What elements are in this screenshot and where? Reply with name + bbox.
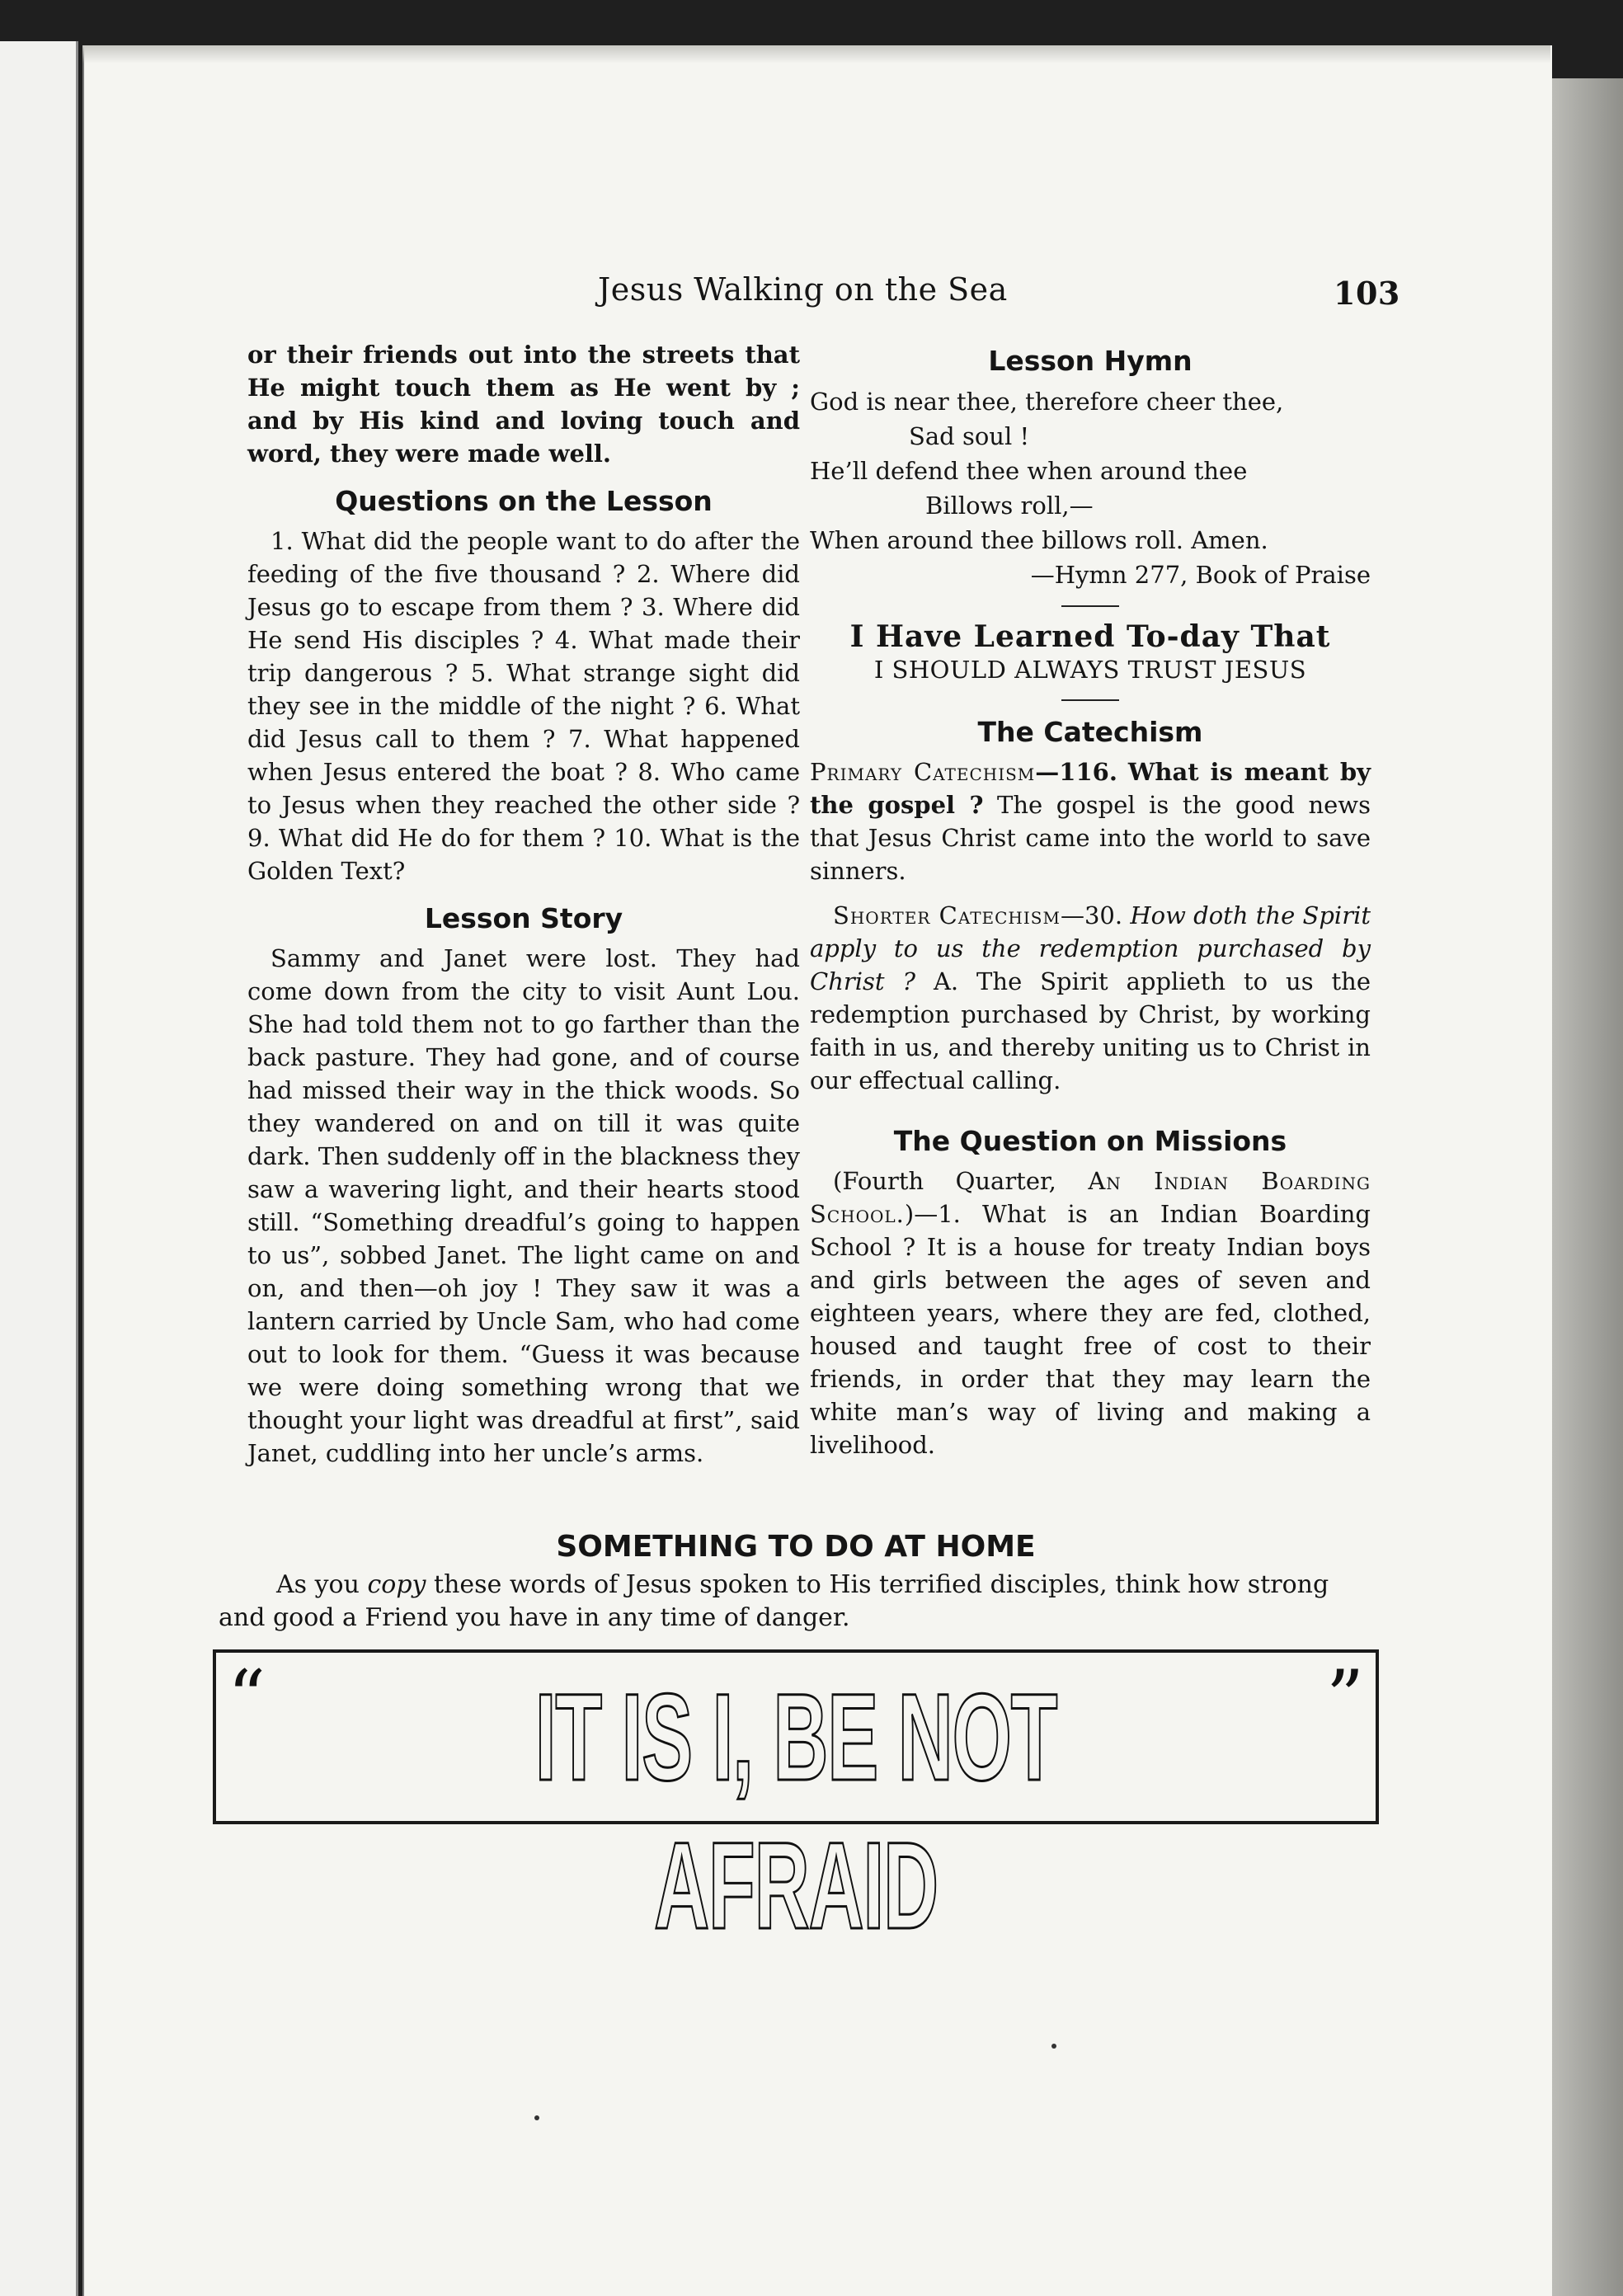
divider-rule xyxy=(1061,605,1119,607)
divider-rule xyxy=(1061,699,1119,701)
hymn-line: Billows roll,— xyxy=(925,492,1094,520)
intro-paragraph: or their friends out into the streets that He might touch them as He went by ; and by His kind and loving touch and word, they were made well. xyxy=(247,341,800,468)
primary-catechism-number: —116. xyxy=(1035,758,1117,786)
motto-text: IT IS I, BE NOT AFRAID xyxy=(534,1668,1057,1955)
hymn-line: He’ll defend thee when around thee xyxy=(810,457,1248,485)
left-page-edge xyxy=(0,41,78,2296)
home-text-emphasis: copy xyxy=(367,1570,426,1599)
hymn-line: Sad soul ! xyxy=(909,422,1030,450)
missions-heading: The Question on Missions xyxy=(893,1125,1287,1157)
hymn-verse xyxy=(810,384,1371,592)
shorter-catechism-label: Shorter Catechism xyxy=(833,901,1061,929)
primary-catechism-label: Primary Catechism xyxy=(810,758,1036,786)
shorter-catechism xyxy=(810,899,1371,1097)
questions-heading: Questions on the Lesson xyxy=(335,485,713,517)
hymn-line: When around thee billows roll. Amen. xyxy=(810,526,1268,554)
page-shadow xyxy=(82,45,1550,64)
right-column xyxy=(810,345,1371,1461)
shorter-catechism-number: —30. xyxy=(1060,901,1123,929)
story-paragraph: Sammy and Janet were lost. They had come down from the city to visit Aunt Lou. She had told them not to go farther than the back pasture. They had gone, and of course had missed their way in the thick woods. So they wandered on and on till it was quite dark. Then suddenly off in the blackness they saw a wavering light, and their hearts stood still. “Something dreadful’s going to happen to us”, sobbed Janet. The light came on and on, and then—oh joy ! They saw it was a lantern carried by Uncle Sam, who had come out to look for them. “Guess it was because we were doing something wrong that we thought your light was dreadful at first”, said Janet, cuddling into her uncle’s arms. xyxy=(247,944,800,1467)
hymn-line: God is near thee, therefore cheer thee, xyxy=(810,388,1284,416)
hymn-heading: Lesson Hymn xyxy=(988,345,1193,377)
missions-prefix: (Fourth Quarter, xyxy=(833,1167,1056,1195)
primary-catechism-answer: The gospel is the good news that Jesus Christ came into the world to save sinners. xyxy=(810,791,1371,885)
hymn-source: —Hymn 277, Book of Praise xyxy=(1030,561,1371,589)
home-text-start: As you xyxy=(276,1570,360,1599)
questions-paragraph: 1. What did the people want to do after the feeding of the five thousand ? 2. Where did Jesus go to escape from them ? 3. Where did He send His disciples ? 4. What made their trip dangerous ? 5. What strange sight did they see in the middle of the night ? 6. What did Jesus call to them ? 7. What happened when Jesus entered the boat ? 8. Who came to Jesus when they reached the other side ? 9. What did He do for them ? 10. What is the Golden Text? xyxy=(247,527,800,885)
ink-speck xyxy=(534,2115,539,2120)
page-number: 103 xyxy=(1334,275,1400,312)
left-column xyxy=(247,338,800,1470)
catechism-heading: The Catechism xyxy=(977,716,1203,748)
running-header xyxy=(598,268,1400,318)
learned-heading: I Have Learned To-day That xyxy=(849,619,1331,654)
ink-speck xyxy=(1051,2044,1056,2049)
home-instructions xyxy=(219,1569,1373,1635)
missions-paragraph xyxy=(810,1164,1371,1461)
home-heading: SOMETHING TO DO AT HOME xyxy=(556,1530,1036,1564)
close-quote: ” xyxy=(1325,1654,1364,1741)
missions-text: )—1. What is an Indian Boarding School ? It is a house for treaty Indian boys and girls between the ages of seven and eighteen years, where they are fed, clothed, housed and taught free of cost to their friends, in order that they may learn the white man’s way of living and making a livelihood. xyxy=(810,1200,1371,1459)
shorter-catechism-answer: A. The Spirit applieth to us the redemption purchased by Christ, by working faith in us, and thereby uniting us to Christ in our effectual calling. xyxy=(810,967,1371,1094)
shorter-catechism-question: How doth the Spirit apply to us the redemption purchased by Christ ? xyxy=(810,901,1371,995)
primary-catechism-question: What is meant by the gospel ? xyxy=(810,758,1371,819)
story-heading: Lesson Story xyxy=(424,902,623,934)
learned-text: I SHOULD ALWAYS TRUST JESUS xyxy=(873,656,1307,684)
home-text-end: these words of Jesus spoken to His terrified disciples, think how strong and good a Friend you have in any time of danger. xyxy=(219,1570,1329,1632)
page-title: Jesus Walking on the Sea xyxy=(598,271,1008,308)
motto-box xyxy=(213,1649,1379,1955)
primary-catechism xyxy=(810,755,1371,887)
open-quote: “ xyxy=(228,1654,266,1741)
missions-quarter-title: An Indian Boarding School. xyxy=(810,1167,1371,1228)
home-activity xyxy=(219,1530,1373,1635)
